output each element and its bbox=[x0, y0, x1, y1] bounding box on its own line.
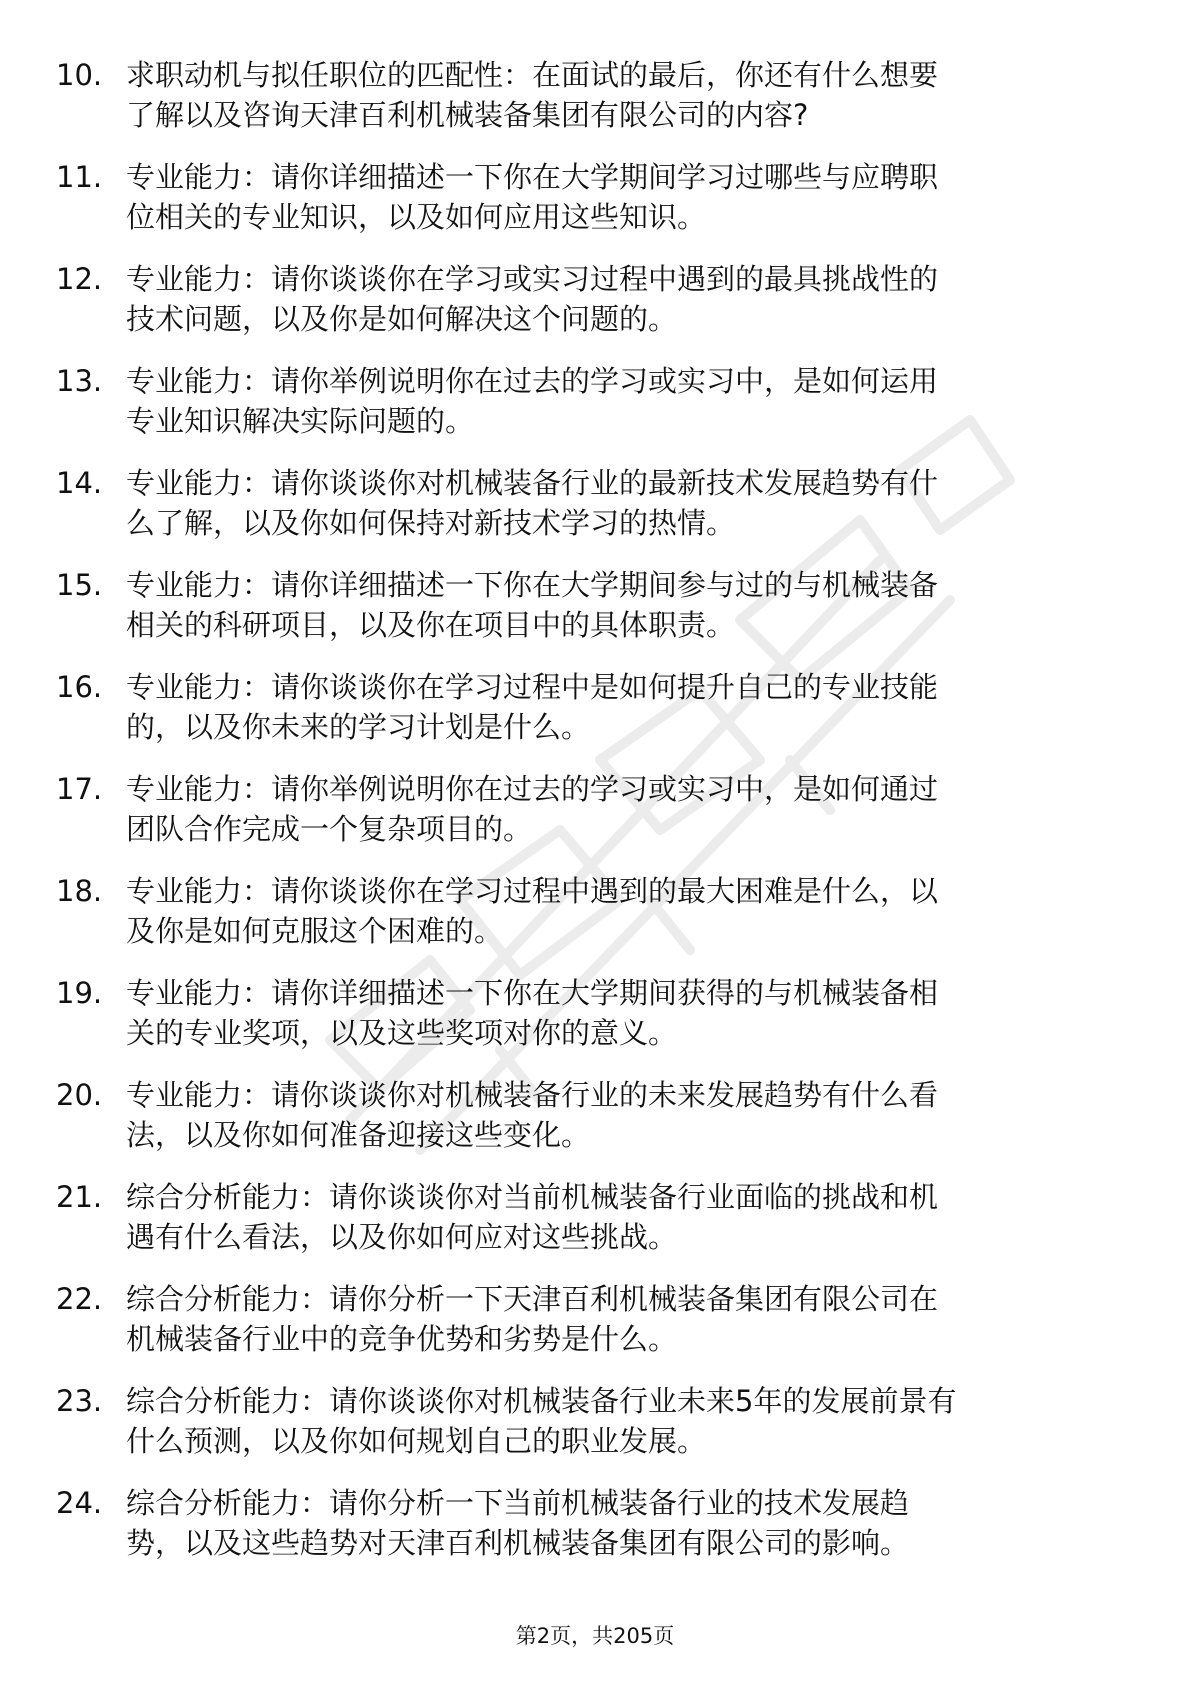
question-line: 遇有什么看法，以及你如何应对这些挑战。 bbox=[126, 1220, 678, 1254]
question-line: 专业能力：请你谈谈你对机械装备行业的最新技术发展趋势有什 bbox=[126, 466, 939, 500]
list-item bbox=[56, 871, 1136, 973]
question-line: 专业能力：请你详细描述一下你在大学期间参与过的与机械装备 bbox=[126, 568, 939, 602]
question-line: 综合分析能力：请你分析一下当前机械装备行业的技术发展趋 bbox=[126, 1486, 910, 1520]
list-item bbox=[56, 565, 1136, 667]
question-number: 10. bbox=[56, 58, 103, 92]
list-item bbox=[56, 463, 1136, 565]
question-number: 16. bbox=[56, 670, 103, 704]
list-item bbox=[56, 667, 1136, 769]
list-item bbox=[56, 1483, 1136, 1585]
list-item bbox=[56, 157, 1136, 259]
question-text bbox=[126, 871, 1186, 951]
question-list bbox=[56, 55, 1136, 1585]
question-number: 19. bbox=[56, 976, 103, 1010]
question-line: 专业知识解决实际问题的。 bbox=[126, 404, 475, 438]
page-number-footer: 第2页，共205页 bbox=[515, 1624, 675, 1648]
question-line: 什么预测，以及你如何规划自己的职业发展。 bbox=[126, 1424, 707, 1458]
question-number: 22. bbox=[56, 1282, 103, 1316]
question-text bbox=[126, 973, 1186, 1053]
question-line: 的，以及你未来的学习计划是什么。 bbox=[126, 710, 591, 744]
question-number: 14. bbox=[56, 466, 103, 500]
question-line: 综合分析能力：请你谈谈你对当前机械装备行业面临的挑战和机 bbox=[126, 1180, 939, 1214]
question-text bbox=[126, 55, 1186, 135]
question-number: 17. bbox=[56, 772, 103, 806]
question-text bbox=[126, 667, 1186, 747]
question-text bbox=[126, 463, 1186, 543]
list-item bbox=[56, 1075, 1136, 1177]
list-item bbox=[56, 1381, 1136, 1483]
question-line: 专业能力：请你谈谈你在学习或实习过程中遇到的最具挑战性的 bbox=[126, 262, 939, 296]
list-item bbox=[56, 1177, 1136, 1279]
list-item bbox=[56, 1279, 1136, 1381]
list-item bbox=[56, 769, 1136, 871]
question-text bbox=[126, 259, 1186, 339]
question-text bbox=[126, 361, 1186, 441]
question-line: 了解以及咨询天津百利机械装备集团有限公司的内容? bbox=[126, 98, 809, 132]
question-text bbox=[126, 769, 1186, 849]
list-item bbox=[56, 973, 1136, 1075]
question-line: 专业能力：请你谈谈你在学习过程中是如何提升自己的专业技能 bbox=[126, 670, 939, 704]
question-line: 求职动机与拟任职位的匹配性：在面试的最后，你还有什么想要 bbox=[126, 58, 939, 92]
question-line: 关的专业奖项，以及这些奖项对你的意义。 bbox=[126, 1016, 678, 1050]
question-text bbox=[126, 565, 1186, 645]
question-number: 20. bbox=[56, 1078, 103, 1112]
question-line: 专业能力：请你详细描述一下你在大学期间学习过哪些与应聘职 bbox=[126, 160, 939, 194]
question-line: 及你是如何克服这个困难的。 bbox=[126, 914, 504, 948]
question-line: 综合分析能力：请你谈谈你对机械装备行业未来5年的发展前景有 bbox=[126, 1384, 957, 1418]
question-text bbox=[126, 1483, 1186, 1563]
question-text bbox=[126, 1381, 1186, 1461]
list-item bbox=[56, 55, 1136, 157]
question-text bbox=[126, 157, 1186, 237]
question-line: 技术问题，以及你是如何解决这个问题的。 bbox=[126, 302, 678, 336]
question-number: 18. bbox=[56, 874, 103, 908]
question-text bbox=[126, 1279, 1186, 1359]
question-number: 12. bbox=[56, 262, 103, 296]
question-number: 24. bbox=[56, 1486, 103, 1520]
question-line: 专业能力：请你举例说明你在过去的学习或实习中，是如何通过 bbox=[126, 772, 939, 806]
question-number: 23. bbox=[56, 1384, 103, 1418]
question-text bbox=[126, 1075, 1186, 1155]
question-line: 专业能力：请你举例说明你在过去的学习或实习中，是如何运用 bbox=[126, 364, 939, 398]
question-line: 团队合作完成一个复杂项目的。 bbox=[126, 812, 533, 846]
question-line: 综合分析能力：请你分析一下天津百利机械装备集团有限公司在 bbox=[126, 1282, 939, 1316]
question-number: 15. bbox=[56, 568, 103, 602]
question-text bbox=[126, 1177, 1186, 1257]
question-number: 13. bbox=[56, 364, 103, 398]
question-line: 专业能力：请你谈谈你在学习过程中遇到的最大困难是什么，以 bbox=[126, 874, 939, 908]
question-line: 么了解，以及你如何保持对新技术学习的热情。 bbox=[126, 506, 736, 540]
question-line: 机械装备行业中的竞争优势和劣势是什么。 bbox=[126, 1322, 678, 1356]
question-number: 21. bbox=[56, 1180, 103, 1214]
question-number: 11. bbox=[56, 160, 103, 194]
question-line: 势，以及这些趋势对天津百利机械装备集团有限公司的影响。 bbox=[126, 1526, 910, 1560]
list-item bbox=[56, 259, 1136, 361]
list-item bbox=[56, 361, 1136, 463]
question-line: 位相关的专业知识，以及如何应用这些知识。 bbox=[126, 200, 707, 234]
question-line: 专业能力：请你详细描述一下你在大学期间获得的与机械装备相 bbox=[126, 976, 939, 1010]
question-line: 法，以及你如何准备迎接这些变化。 bbox=[126, 1118, 591, 1152]
question-line: 相关的科研项目，以及你在项目中的具体职责。 bbox=[126, 608, 736, 642]
question-line: 专业能力：请你谈谈你对机械装备行业的未来发展趋势有什么看 bbox=[126, 1078, 939, 1112]
